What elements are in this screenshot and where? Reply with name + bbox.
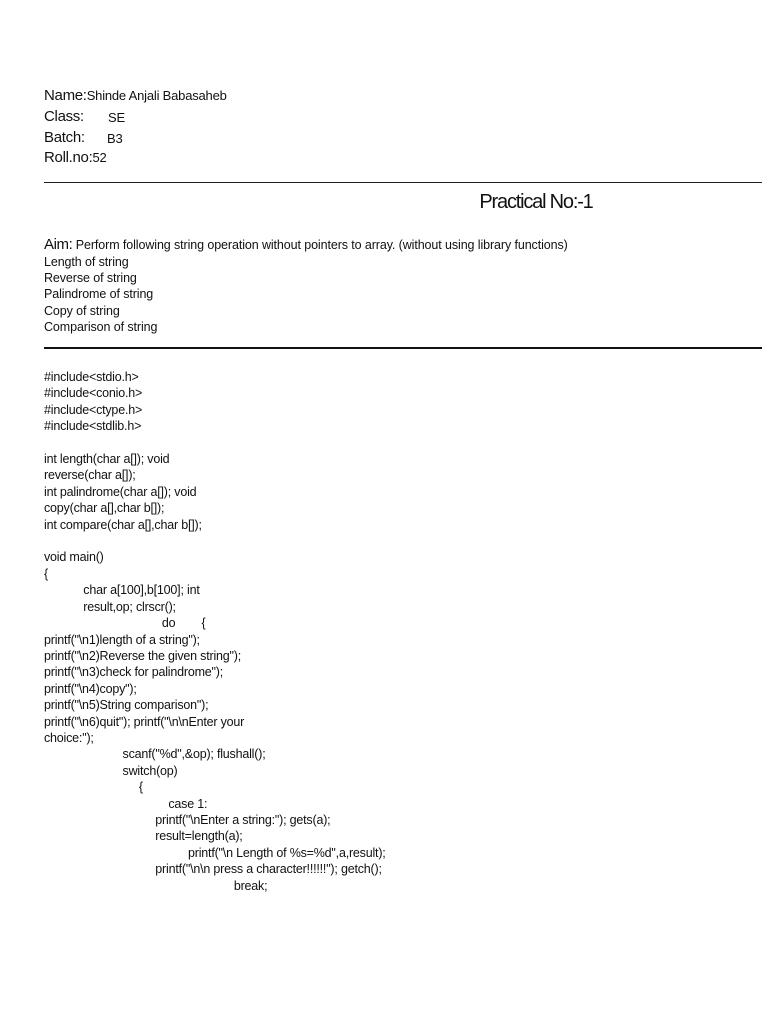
batch-value: B3 [107, 131, 123, 146]
aim-label: Aim: [44, 236, 73, 253]
practical-title-text: Practical No:-1 [479, 191, 593, 213]
roll-value: 52 [92, 150, 107, 165]
student-batch-row [44, 129, 123, 147]
header-divider [44, 182, 762, 183]
list-item: Reverse of string [44, 271, 137, 286]
roll-label: Roll.no: [44, 149, 93, 166]
list-item: Comparison of string [44, 319, 158, 334]
student-roll-row [44, 149, 107, 167]
list-item: Length of string [44, 255, 129, 269]
student-name-row [44, 87, 227, 105]
practical-title [0, 191, 768, 214]
aim-divider [44, 347, 762, 349]
class-value: SE [108, 110, 125, 125]
list-item: Copy of string [44, 303, 120, 318]
aim-operations-list [44, 254, 157, 335]
code-listing: #include<stdio.h> #include<conio.h> #include<ctype.h> #include<stdlib.h> int length(char a[]); void reverse(char a[]); int palindrome(char a[]); void copy(char a[],char b[]); int compare(char a[],char b[]); void main() { char a[100],b[100]; int result,op; clrscr(); do { printf("\n1)length of a string"); printf("\n2)Reverse the given string"); printf("\n3)check for palindrome"); printf("\n4)copy"); printf("\n5)String comparison"); printf("\n6)quit"); printf("\n\nEnter your choice:"); scanf("%d",&op); flushall(); switch(op) { case 1: printf("\nEnter a string:"); gets(a); result=length(a); printf("\n Length of %s=%d",a,result); printf("\n\n press a character!!!!!!"); getch(); break; [44, 370, 386, 893]
student-class-row [44, 108, 125, 126]
list-item: Palindrome of string [44, 287, 154, 302]
aim-text: Perform following string operation without pointers to array. (without using library functions) [72, 238, 568, 252]
name-label: Name: [44, 87, 87, 104]
name-value: Shinde Anjali Babasaheb [86, 88, 227, 103]
class-label: Class: [44, 108, 84, 125]
aim-line [44, 236, 568, 253]
batch-label: Batch: [44, 129, 85, 146]
